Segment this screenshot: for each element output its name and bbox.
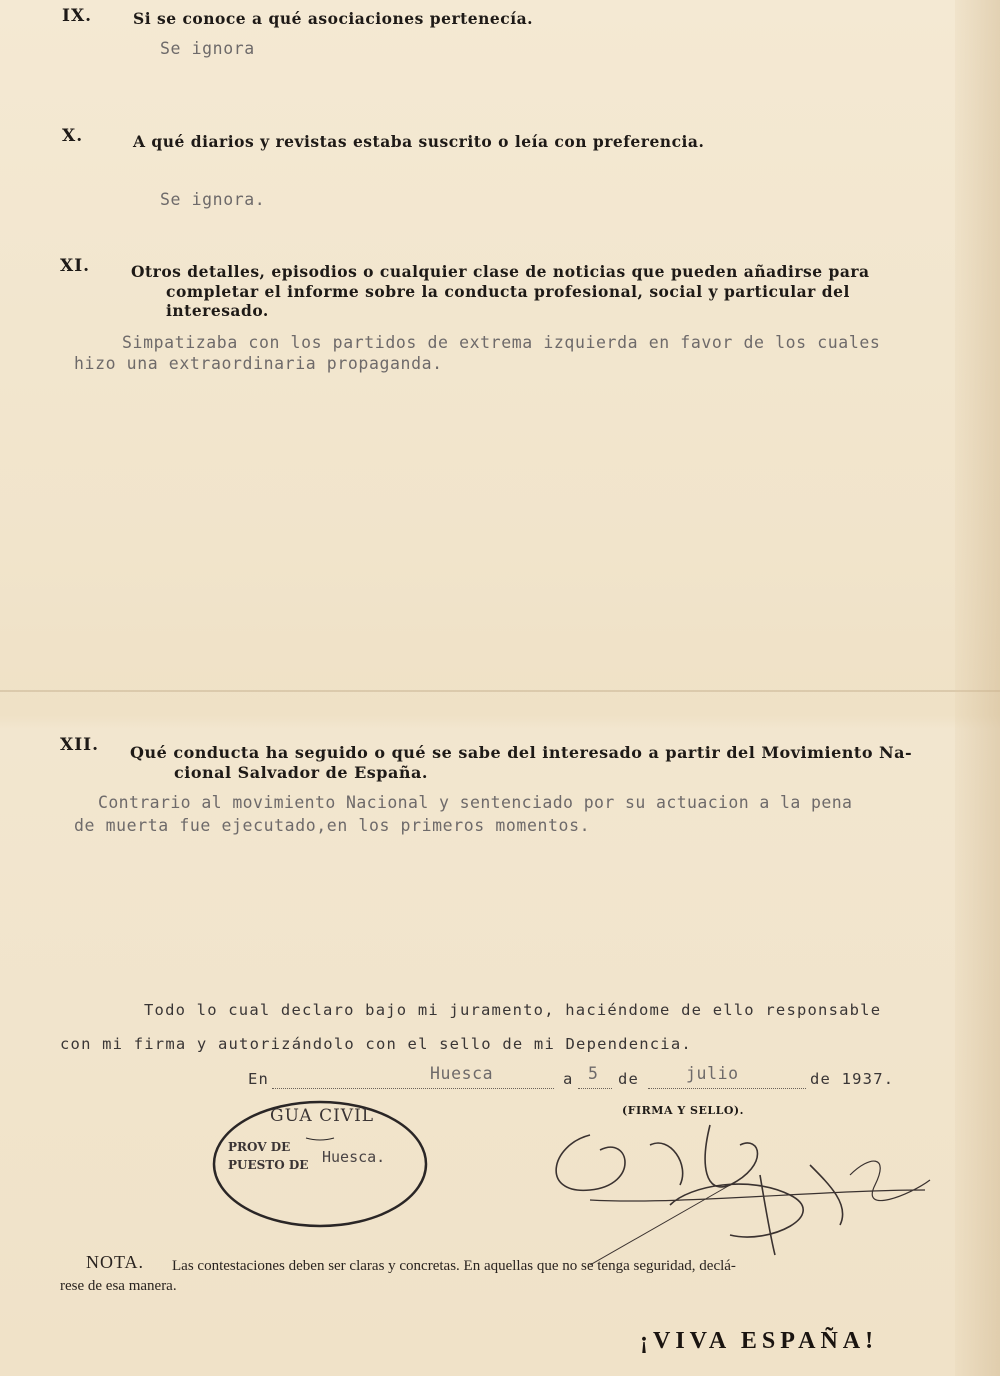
date-de-label: de xyxy=(618,1070,640,1088)
stamp-left-line-2: PUESTO DE xyxy=(228,1158,309,1172)
section-x-question: A qué diarios y revistas estaba suscrito o leía con preferencia. xyxy=(133,132,705,151)
section-x-number: X. xyxy=(62,126,84,146)
section-xi-question-line-1: Otros detalles, episodios o cualquier clase de noticias que pueden añadirse para xyxy=(131,262,870,281)
section-x-answer: Se ignora. xyxy=(160,190,266,209)
section-xi-question-line-2: completar el informe sobre la conducta profesional, social y particular del xyxy=(166,282,850,301)
section-ix-question: Si se conoce a qué asociaciones pertenecía. xyxy=(133,9,534,28)
firma-y-sello-label: (FIRMA Y SELLO). xyxy=(622,1104,744,1117)
signature-text-line-1 xyxy=(570,1123,744,1153)
section-xii-number: XII. xyxy=(60,735,100,755)
place-line xyxy=(272,1070,554,1089)
date-en-label: En xyxy=(248,1070,270,1088)
nota-line-2: rese de esa manera. xyxy=(60,1278,177,1294)
section-ix-number: IX. xyxy=(62,6,93,26)
date-day: 5 xyxy=(588,1064,599,1083)
stamp-top-text: GUA CIVIL xyxy=(270,1106,375,1126)
section-xi-answer-line-1: Simpatizaba con los partidos de extrema izquierda en favor de los cuales xyxy=(122,333,881,352)
section-xii-question-line-1: Qué conducta ha seguido o qué se sabe del interesado a partir del Movimiento Na- xyxy=(130,743,913,762)
stamp-left-line-1: PROV DE xyxy=(228,1140,291,1154)
section-ix-answer: Se ignora xyxy=(160,39,255,58)
section-xi-question-line-3: interesado. xyxy=(166,301,269,320)
signature xyxy=(530,1105,950,1265)
section-xii-answer-line-2: de muerta fue ejecutado,en los primeros momentos. xyxy=(74,816,591,835)
section-xii-question-line-2: cional Salvador de España. xyxy=(174,763,428,782)
signature-text-line-2 xyxy=(690,1175,799,1205)
date-month: julio xyxy=(686,1064,739,1083)
date-place: Huesca xyxy=(430,1064,494,1083)
section-xi-answer-line-2: hizo una extraordinaria propaganda. xyxy=(74,354,443,373)
declaration-line-1: Todo lo cual declaro bajo mi juramento, haciéndome de ello responsable xyxy=(144,1001,882,1019)
official-stamp xyxy=(210,1098,430,1230)
declaration-line-2: con mi firma y autorizándolo con el sello de mi Dependencia. xyxy=(60,1035,692,1053)
date-a-label: a xyxy=(563,1070,574,1088)
date-year: de 1937. xyxy=(810,1070,895,1088)
closing-slogan: ¡VIVA ESPAÑA! xyxy=(640,1328,879,1354)
paper-edge xyxy=(955,0,1000,1376)
nota-label: NOTA. xyxy=(86,1252,145,1272)
section-xi-number: XI. xyxy=(60,256,91,276)
section-xii-answer-line-1: Contrario al movimiento Nacional y sentenciado por su actuacion a la pena xyxy=(98,793,853,812)
stamp-place: Huesca. xyxy=(322,1148,386,1166)
nota-line-1: Las contestaciones deben ser claras y concretas. En aquellas que no se tenga seguridad, declá- xyxy=(172,1258,736,1274)
paper-fold xyxy=(0,690,1000,692)
